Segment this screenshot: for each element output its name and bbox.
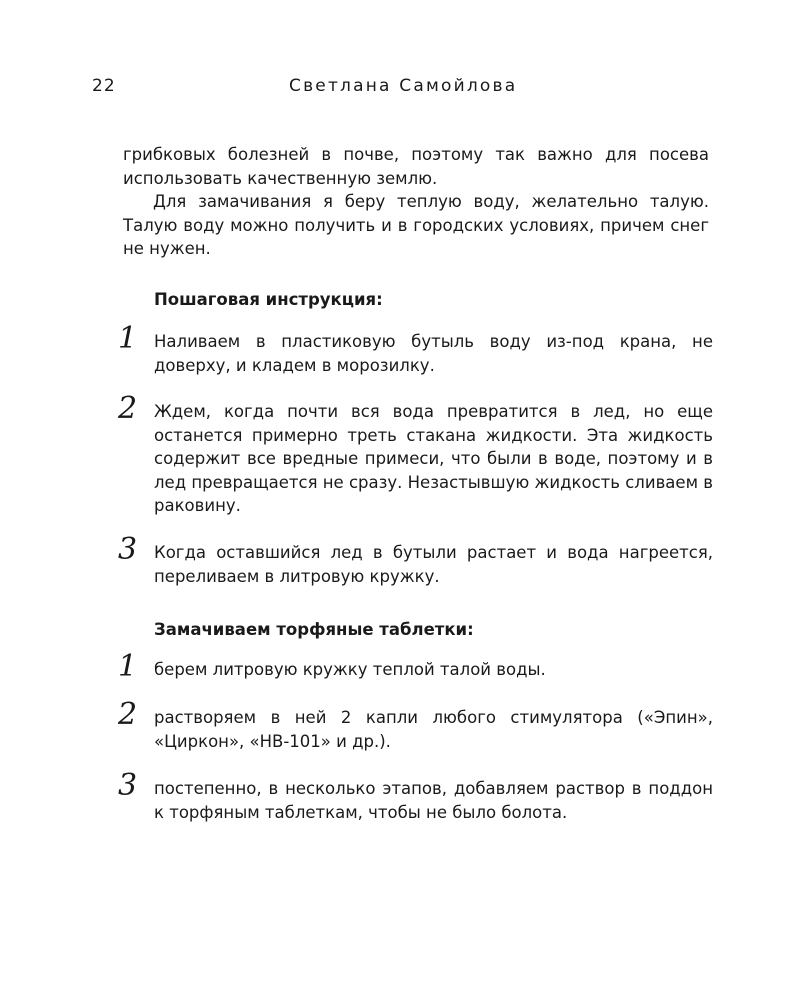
step-text: растворяем в ней 2 капли любого стимулятора («Эпин», «Циркон», «HB-101» и др.).: [154, 708, 713, 751]
soaking-step: [118, 649, 713, 684]
step-number: 2: [118, 391, 138, 426]
step-text: Ждем, когда почти вся вода превратится в лед, но еще останется примерно треть стакана жидкости. Эта жидкость содержит все вредные примеси, что были в воде, поэтому и в лед превращается не сразу. Незастывшую жидкость сливаем в раковину.: [154, 402, 713, 515]
paragraph-intro-2: Для замачивания я беру теплую воду, желательно талую. Талую воду можно получить и в городских условиях, причем снег не нужен.: [123, 192, 709, 258]
step-number: 3: [118, 532, 138, 567]
step-text: Наливаем в пластиковую бутыль воду из-под крана, не доверху, и кладем в морозилку.: [154, 332, 713, 375]
section-heading-instructions: Пошаговая инструкция:: [154, 290, 383, 309]
step-number: 1: [118, 321, 138, 356]
instruction-step: [118, 532, 713, 588]
soaking-step: [118, 768, 713, 824]
step-number: 2: [118, 697, 138, 732]
paragraph-intro-1: грибковых болезней в почве, поэтому так важно для посева использовать качественную землю.: [123, 145, 709, 188]
instruction-step: [118, 321, 713, 377]
step-number: 3: [118, 768, 138, 803]
section-heading-soaking: Замачиваем торфяные таблетки:: [154, 620, 474, 639]
soaking-step: [118, 697, 713, 753]
step-number: 1: [118, 649, 138, 684]
running-header-author: Светлана Самойлова: [289, 76, 518, 96]
step-text: Когда оставшийся лед в бутыли растает и вода нагреется, переливаем в литровую кружку.: [154, 543, 713, 586]
step-text: постепенно, в несколько этапов, добавляем раствор в поддон к торфяным таблеткам, чтобы не было болота.: [154, 779, 713, 822]
instruction-step: [118, 391, 713, 518]
page-number: 22: [92, 76, 116, 96]
step-text: берем литровую кружку теплой талой воды.: [154, 660, 546, 679]
